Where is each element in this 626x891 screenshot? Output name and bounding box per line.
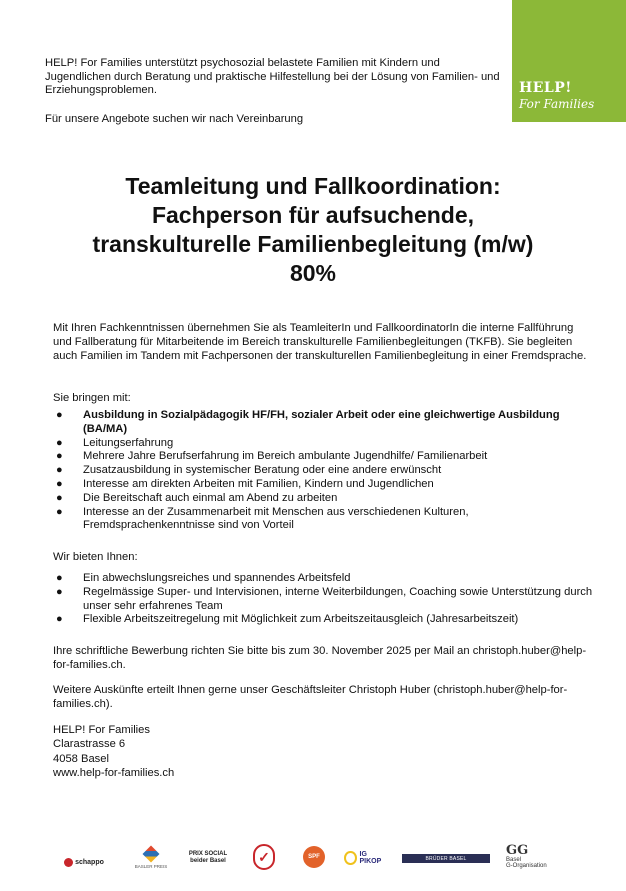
title-line: Fachperson für aufsuchende, — [151, 202, 475, 228]
ig-pikop-ring-icon — [344, 851, 357, 865]
list-item: ● Mehrere Jahre Berufserfahrung im Bereich ambulante Jugendhilfe/ Familienarbeit — [56, 450, 488, 463]
bullet-icon: ● — [56, 613, 63, 626]
bullet-icon: ● — [56, 409, 63, 421]
list-item: ● Zusatzausbildung in systemischer Beratung oder eine andere erwünscht — [56, 464, 442, 477]
basler-preis-logo: BASLER PREIS — [118, 844, 184, 872]
application-text: Ihre schriftliche Bewerbung richten Sie bitte bis zum 30. November 2025 per Mail an christoph.huber@help-for-families.ch. — [53, 645, 587, 671]
title-line: transkulturelle Familienbegleitung (m/w) — [92, 231, 534, 257]
address-name: HELP! For Families — [53, 724, 150, 736]
brueder-basel-logo: BRÜDER BASEL — [402, 854, 490, 863]
bullet-icon: ● — [56, 477, 63, 490]
list-item: ● Flexible Arbeitszeitregelung mit Möglichkeit zum Arbeitszeitausgleich (Jahresarbeitszeit) — [56, 613, 519, 626]
address-street: Clarastrasse 6 — [53, 738, 126, 751]
address-block — [53, 723, 593, 780]
bullet-icon: ● — [56, 572, 63, 584]
intro-text: HELP! For Families unterstützt psychosozial belastete Familien mit Kindern und Jugendlichen durch Beratung und praktische Hilfestellung bei der Lösung von Familien- und Erziehungsproblemen. — [45, 57, 500, 97]
gg-basel-logo: GG Basel G-Organisation — [506, 843, 547, 869]
title-line: Teamleitung und Fallkoordination: — [125, 173, 501, 199]
basler-preis-diamond-icon — [143, 845, 160, 862]
address-city: 4058 Basel — [53, 752, 109, 765]
ig-pikop-logo: IG PIKOP — [344, 848, 386, 868]
spf-logo: SPF — [303, 846, 325, 868]
job-title — [20, 172, 606, 288]
bullet-icon: ● — [56, 450, 63, 463]
list-item: ● Interesse am direkten Arbeiten mit Familien, Kindern und Jugendlichen — [56, 477, 434, 490]
title-line: 80% — [289, 260, 337, 286]
list-item: ● Ausbildung in Sozialpädagogik HF/FH, sozialer Arbeit oder eine gleichwertige Ausbildung (BA/MA) — [56, 409, 560, 435]
zewo-check-icon: ✓ — [253, 844, 275, 870]
prix-social-logo: PRIX SOCIAL beider Basel — [188, 851, 228, 864]
contact-text: Weitere Auskünfte erteilt Ihnen gerne unser Geschäftsleiter Christoph Huber (christoph.huber@help-for-families.ch). — [53, 684, 568, 710]
zewo-logo — [252, 842, 276, 872]
requirements-list — [53, 409, 593, 533]
list-item: ● Interesse an der Zusammenarbeit mit Menschen aus verschiedenen Kulturen, Fremdsprachenkenntnisse sind von Vorteil — [56, 505, 469, 532]
bullet-icon: ● — [56, 505, 63, 518]
list-item: ● Die Bereitschaft auch einmal am Abend zu arbeiten — [56, 491, 338, 504]
list-item: ● Regelmässige Super- und Intervisionen, interne Weiterbildungen, Coaching sowie Unterstützung durch unser sehr erfahrenes Team — [56, 585, 593, 612]
intro-search-text: Für unsere Angebote suchen wir nach Vereinbarung — [45, 113, 304, 125]
schappo-mark-icon — [64, 858, 73, 867]
sponsor-logos — [0, 838, 626, 878]
bullet-icon: ● — [56, 464, 63, 477]
bullet-icon: ● — [56, 491, 63, 504]
address-web-link[interactable]: www.help-for-families.ch — [53, 766, 175, 779]
logo-title: HELP! — [519, 80, 572, 96]
requirements-heading: Sie bringen mit: — [53, 392, 131, 404]
schappo-logo: schappo — [64, 852, 104, 872]
list-item: ● Leitungserfahrung — [56, 436, 174, 449]
job-description: Mit Ihren Fachkenntnissen übernehmen Sie als TeamleiterIn und FallkoordinatorIn die interne Fallführung und Fallberatung für Mitarbeitende im Bereich transkulturelle Familienbegleitungen (TKFB). Sie begleiten auch Familien im Tandem mit Fachpersonen der transkulturellen Familienbegleitung in einer Fremdsprache. — [53, 322, 587, 362]
bullet-icon: ● — [56, 585, 63, 598]
bullet-icon: ● — [56, 436, 63, 449]
logo-subtitle: For Families — [519, 97, 595, 111]
list-item: ● Ein abwechslungsreiches und spannendes Arbeitsfeld — [56, 572, 351, 584]
offers-heading: Wir bieten Ihnen: — [53, 551, 138, 563]
offers-list — [53, 572, 593, 627]
